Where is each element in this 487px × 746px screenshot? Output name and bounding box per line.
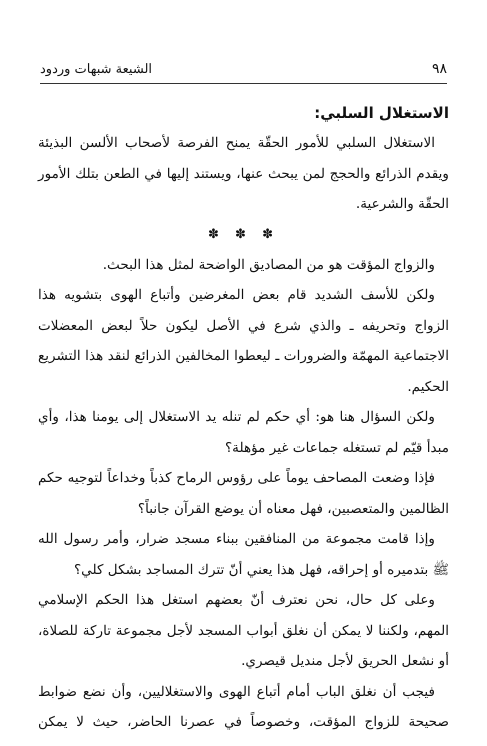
- section-intro: الاستغلال السلبي للأمور الحقّة يمنح الفرصة لأصحاب الألسن البذيئة ويقدم الذرائع والحجج لمن يبحث عنها، ويستند إليها في الطعن بتلك الأمور الحقّة والشرعية.: [38, 135, 449, 212]
- paragraph: وإذا قامت مجموعة من المنافقين ببناء مسجد ضرار، وأمر رسول الله ﷺ بتدميره أو إحراقه، فهل هذا يعني أنّ تترك المساجد بشكل كلي؟: [38, 531, 449, 578]
- section-heading: الاستغلال السلبي:: [314, 104, 449, 122]
- paragraph: فإذا وضعت المصاحف يوماً على رؤوس الرماح كذباً وخداعاً لتوجيه حكم الظالمين والمتعصبين، فهل معناه أن يوضع القرآن جانباً؟: [38, 470, 449, 517]
- paragraph: ولكن للأسف الشديد قام بعض المغرضين وأتباع الهوى بتشويه هذا الزواج وتحريفه ـ والذي شرع في الأصل ليكون حلاً لبعض المعضلات الاجتماعية المهمّة والضرورات ـ ليعطوا المخالفين الذرائع لنقد هذا التشريع الحكيم.: [38, 287, 449, 395]
- page-number: ٩٨: [431, 61, 447, 77]
- paragraph: ولكن السؤال هنا هو: أي حكم لم تنله يد الاستغلال إلى يومنا هذا، وأي مبدأ قيّم لم تستغله جماعات غير مؤهلة؟: [38, 409, 449, 456]
- page-header: [40, 58, 447, 84]
- paragraph: فيجب أن نغلق الباب أمام أتباع الهوى والاستغلاليين، وأن نضع ضوابط صحيحة للزواج المؤقت، وخصوصاً في عصرنا الحاضر، حيث لا يمكن: [38, 683, 449, 730]
- section-separator: ✽ ✽ ✽: [208, 226, 279, 242]
- body-text: [38, 98, 449, 738]
- paragraph: والزواج المؤقت هو من المصاديق الواضحة لمثل هذا البحث.: [102, 256, 435, 273]
- running-title: الشيعة شبهات وردود: [40, 61, 153, 77]
- paragraph: وعلى كل حال، نحن نعترف أنّ بعضهم استغل هذا الحكم الإسلامي المهم، ولكننا لا يمكن أن نغلق أبواب المسجد لأجل مجموعة تاركة للصلاة، أو نشعل الحريق لأجل منديل قيصري.: [38, 592, 449, 669]
